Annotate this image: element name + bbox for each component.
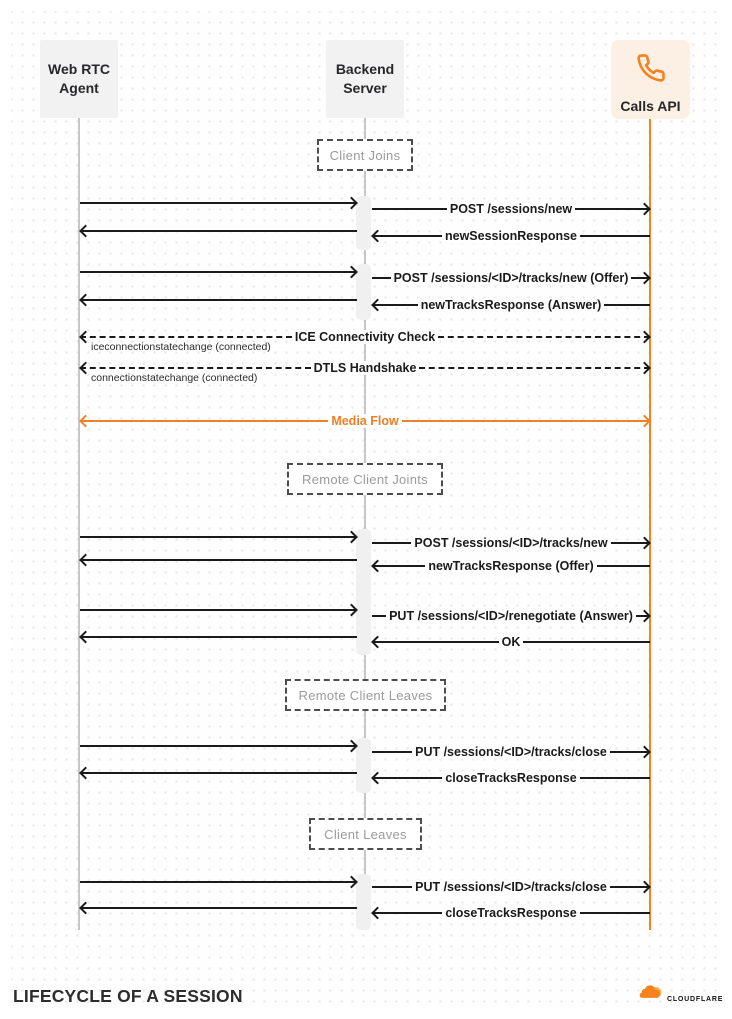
msg-ice-connectivity-check: ICE Connectivity Check bbox=[292, 330, 438, 344]
msg-post-sessions-new: POST /sessions/new bbox=[447, 202, 575, 216]
sublabel-connectionstatechange: connectionstatechange (connected) bbox=[91, 372, 258, 384]
arrowhead-right-icon bbox=[345, 530, 358, 543]
arrow-agent-to-backend bbox=[80, 875, 357, 889]
arrowhead-left-icon bbox=[79, 414, 92, 427]
arrowhead-left-icon bbox=[371, 559, 384, 572]
actor-calls-api-label: Calls API bbox=[620, 98, 681, 114]
section-remote-client-leaves bbox=[285, 679, 446, 711]
msg-new-tracks-response-offer: newTracksResponse (Offer) bbox=[425, 559, 596, 573]
arrowhead-right-icon bbox=[345, 603, 358, 616]
arrowhead-left-icon bbox=[79, 361, 92, 374]
arrowhead-left-icon bbox=[79, 901, 92, 914]
section-remote-client-joints-label: Remote Client Joints bbox=[302, 471, 428, 487]
arrowhead-right-icon bbox=[345, 739, 358, 752]
arrowhead-right-icon bbox=[638, 414, 651, 427]
arrowhead-right-icon bbox=[638, 609, 651, 622]
activation-bar-1 bbox=[356, 196, 371, 250]
msg-media-flow: Media Flow bbox=[328, 414, 401, 428]
actor-webrtc-agent-line2: Agent bbox=[59, 80, 99, 96]
section-client-joins bbox=[317, 139, 413, 171]
msg-post-tracks-new-offer: POST /sessions/<ID>/tracks/new (Offer) bbox=[391, 271, 632, 285]
arrow-agent-to-backend bbox=[80, 739, 357, 753]
arrowhead-left-icon bbox=[371, 906, 384, 919]
cloudflare-logo bbox=[637, 983, 723, 1005]
arrow-calls-to-backend-new-session-response bbox=[372, 229, 650, 243]
arrow-backend-to-agent bbox=[80, 766, 357, 780]
actor-backend-server-line2: Server bbox=[343, 80, 387, 96]
arrowhead-right-icon bbox=[345, 875, 358, 888]
phone-icon bbox=[636, 53, 666, 88]
arrow-calls-to-backend-close-tracks-response-1 bbox=[372, 771, 650, 785]
arrow-calls-to-backend-ok bbox=[372, 635, 650, 649]
arrowhead-right-icon bbox=[638, 536, 651, 549]
arrowhead-left-icon bbox=[79, 293, 92, 306]
arrow-backend-to-agent bbox=[80, 630, 357, 644]
arrow-backend-to-calls-post-sessions-new bbox=[372, 202, 650, 216]
msg-new-session-response: newSessionResponse bbox=[442, 229, 580, 243]
arrow-backend-to-calls-put-renegotiate bbox=[372, 609, 650, 623]
actor-webrtc-agent bbox=[40, 40, 118, 118]
arrow-calls-to-backend-new-tracks-response-answer bbox=[372, 298, 650, 312]
activation-bar-3 bbox=[356, 529, 371, 655]
arrow-calls-to-backend-new-tracks-response-offer bbox=[372, 559, 650, 573]
arrow-agent-to-backend bbox=[80, 603, 357, 617]
arrow-backend-to-calls-post-tracks-new-offer bbox=[372, 271, 650, 285]
actor-backend-server bbox=[326, 40, 404, 118]
arrow-backend-to-calls-put-tracks-close-1 bbox=[372, 745, 650, 759]
arrow-calls-to-backend-close-tracks-response-2 bbox=[372, 906, 650, 920]
arrowhead-right-icon bbox=[638, 330, 651, 343]
activation-bar-2 bbox=[356, 264, 371, 320]
arrowhead-left-icon bbox=[371, 298, 384, 311]
cloudflare-wordmark: CLOUDFLARE bbox=[667, 996, 724, 1003]
arrowhead-right-icon bbox=[345, 196, 358, 209]
actor-calls-api bbox=[611, 40, 690, 119]
section-client-leaves bbox=[309, 818, 422, 850]
arrow-agent-to-backend bbox=[80, 196, 357, 210]
arrowhead-left-icon bbox=[79, 630, 92, 643]
page-title: LIFECYCLE OF A SESSION bbox=[13, 986, 243, 1006]
arrow-agent-to-backend bbox=[80, 265, 357, 279]
arrowhead-left-icon bbox=[79, 224, 92, 237]
msg-put-tracks-close-2: PUT /sessions/<ID>/tracks/close bbox=[412, 880, 610, 894]
msg-close-tracks-response-2: closeTracksResponse bbox=[442, 906, 579, 920]
msg-ok: OK bbox=[499, 635, 524, 649]
arrowhead-right-icon bbox=[638, 271, 651, 284]
msg-put-renegotiate-answer: PUT /sessions/<ID>/renegotiate (Answer) bbox=[386, 609, 636, 623]
arrow-backend-to-calls-post-tracks-new bbox=[372, 536, 650, 550]
section-remote-client-joints bbox=[287, 463, 443, 495]
actor-backend-server-line1: Backend bbox=[335, 61, 395, 77]
arrowhead-left-icon bbox=[371, 635, 384, 648]
activation-bar-5 bbox=[356, 874, 371, 930]
actor-webrtc-agent-line1: Web RTC bbox=[48, 61, 110, 77]
lifeline-webrtc-agent bbox=[78, 118, 80, 930]
msg-new-tracks-response-answer: newTracksResponse (Answer) bbox=[418, 298, 605, 312]
arrow-backend-to-agent bbox=[80, 224, 357, 238]
msg-close-tracks-response-1: closeTracksResponse bbox=[442, 771, 579, 785]
section-remote-client-leaves-label: Remote Client Leaves bbox=[298, 687, 433, 703]
msg-post-tracks-new: POST /sessions/<ID>/tracks/new bbox=[411, 536, 610, 550]
section-client-joins-label: Client Joins bbox=[329, 147, 401, 163]
msg-put-tracks-close-1: PUT /sessions/<ID>/tracks/close bbox=[412, 745, 610, 759]
arrowhead-right-icon bbox=[345, 265, 358, 278]
arrowhead-left-icon bbox=[79, 553, 92, 566]
activation-bar-4 bbox=[356, 738, 371, 793]
arrow-backend-to-agent bbox=[80, 293, 357, 307]
arrow-backend-to-calls-put-tracks-close-2 bbox=[372, 880, 650, 894]
arrowhead-left-icon bbox=[371, 229, 384, 242]
arrowhead-left-icon bbox=[79, 330, 92, 343]
arrow-agent-to-backend bbox=[80, 530, 357, 544]
arrow-backend-to-agent bbox=[80, 553, 357, 567]
arrow-media-flow bbox=[80, 414, 650, 428]
section-client-leaves-label: Client Leaves bbox=[324, 826, 407, 842]
cloudflare-cloud-icon bbox=[637, 983, 664, 1005]
sublabel-iceconnectionstatechange: iceconnectionstatechange (connected) bbox=[91, 341, 271, 353]
arrow-backend-to-agent bbox=[80, 901, 357, 915]
arrowhead-left-icon bbox=[79, 766, 92, 779]
arrowhead-right-icon bbox=[638, 880, 651, 893]
msg-dtls-handshake: DTLS Handshake bbox=[311, 361, 420, 375]
arrowhead-right-icon bbox=[638, 202, 651, 215]
arrowhead-right-icon bbox=[638, 361, 651, 374]
arrowhead-right-icon bbox=[638, 745, 651, 758]
arrowhead-left-icon bbox=[371, 771, 384, 784]
